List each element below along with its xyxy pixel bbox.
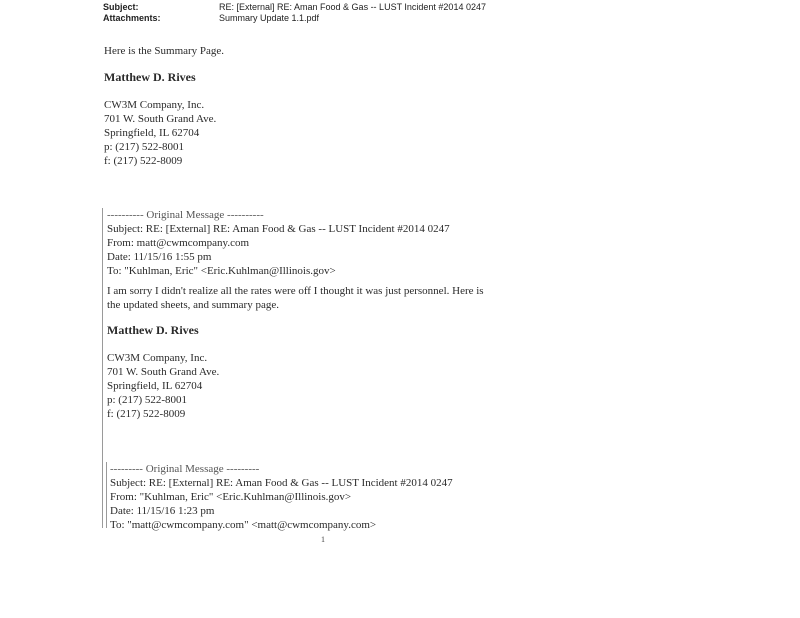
signature-city: Springfield, IL 62704 bbox=[104, 127, 200, 139]
signature-street: 701 W. South Grand Ave. bbox=[107, 366, 220, 378]
page-number: 1 bbox=[321, 535, 325, 544]
message-from: From: "Kuhlman, Eric" <Eric.Kuhlman@Illinois.gov> bbox=[110, 491, 352, 503]
message-to: To: "Kuhlman, Eric" <Eric.Kuhlman@Illinois.gov> bbox=[107, 265, 336, 277]
message-body-line: I am sorry I didn't realize all the rates were off I thought it was just personnel. Here is bbox=[107, 285, 484, 297]
subject-label: Subject: bbox=[103, 2, 139, 12]
signature-street: 701 W. South Grand Ave. bbox=[104, 113, 217, 125]
subject-value: RE: [External] RE: Aman Food & Gas -- LUST Incident #2014 0247 bbox=[219, 2, 486, 12]
original-message bbox=[110, 462, 453, 532]
message-body bbox=[107, 284, 484, 312]
signature-city: Springfield, IL 62704 bbox=[107, 380, 203, 392]
attachments-row bbox=[103, 13, 319, 23]
subject-row bbox=[103, 2, 486, 12]
signature-phone: p: (217) 522-8001 bbox=[104, 141, 185, 153]
signature-fax: f: (217) 522-8009 bbox=[104, 155, 183, 167]
signature-fax: f: (217) 522-8009 bbox=[107, 408, 186, 420]
message-subject: Subject: RE: [External] RE: Aman Food & Gas -- LUST Incident #2014 0247 bbox=[107, 223, 450, 235]
message-date: Date: 11/15/16 1:55 pm bbox=[107, 251, 212, 263]
signature-block bbox=[107, 323, 219, 421]
message-date: Date: 11/15/16 1:23 pm bbox=[110, 505, 215, 517]
original-message bbox=[107, 208, 450, 278]
message-divider: --------- Original Message --------- bbox=[110, 463, 260, 475]
message-to: To: "matt@cwmcompany.com" <matt@cwmcompany.com> bbox=[110, 519, 377, 531]
attachments-label: Attachments: bbox=[103, 13, 161, 23]
signature-company: CW3M Company, Inc. bbox=[104, 99, 205, 111]
quote-rule bbox=[102, 208, 103, 528]
message-divider: ---------- Original Message ---------- bbox=[107, 209, 264, 221]
signature-name: Matthew D. Rives bbox=[104, 70, 196, 84]
signature-phone: p: (217) 522-8001 bbox=[107, 394, 188, 406]
nested-quote-rule bbox=[106, 462, 107, 528]
message-from: From: matt@cwmcompany.com bbox=[107, 237, 250, 249]
signature-name: Matthew D. Rives bbox=[107, 323, 199, 337]
signature-company: CW3M Company, Inc. bbox=[107, 352, 208, 364]
attachment-link[interactable]: Summary Update 1.1.pdf bbox=[219, 13, 320, 23]
intro-text: Here is the Summary Page. bbox=[104, 45, 225, 57]
signature-block bbox=[104, 70, 216, 168]
message-body-line: the updated sheets, and summary page. bbox=[107, 299, 279, 311]
message-subject: Subject: RE: [External] RE: Aman Food & Gas -- LUST Incident #2014 0247 bbox=[110, 477, 453, 489]
